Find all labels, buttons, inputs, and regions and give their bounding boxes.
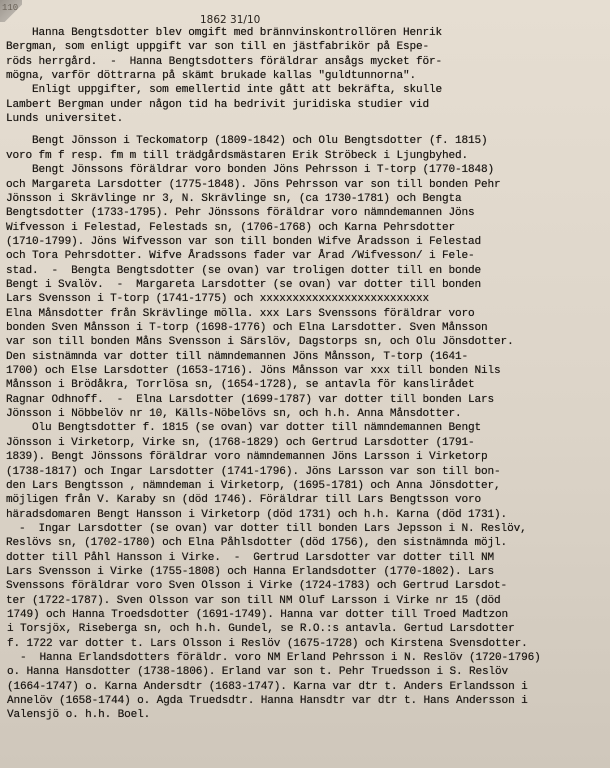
text-line: bonden Sven Månsson i T-torp (1698-1776) och Elna Larsdotter. Sven Månsson — [6, 322, 488, 334]
text-line: Hanna Bengtsdotter blev omgift med brännvinskontrollören Henrik — [6, 27, 442, 39]
text-line: Elna Månsdotter från Skrävlinge mölla. xxx Lars Svenssons föräldrar voro — [6, 307, 475, 320]
text-line: Jönsson i Virketorp, Virke sn, (1768-1829) och Gertrud Larsdotter (1791- — [6, 436, 475, 449]
text-line: voro fm f resp. fm m till trädgårdsmästaren Erik Ströbeck i Ljungbyhed. — [6, 149, 469, 162]
text-line: o. Hanna Hansdotter (1738-1806). Erland var son t. Pehr Truedsson i S. Reslöv — [7, 666, 509, 679]
page-corner-fold — [0, 0, 22, 22]
text-line: Ragnar Odhnoff. - Elna Larsdotter (1699-1787) var dotter till bonden Lars — [6, 393, 495, 406]
text-line: Lambert Bergman under någon tid ha bedrivit juridiska studier vid — [6, 98, 429, 111]
text-line: Valensjö o. h.h. Boel. — [7, 709, 151, 722]
handwritten-date: 1862 31/10 — [200, 14, 261, 26]
text-line: Reslövs sn, (1702-1780) och Elna Påhlsdotter (död 1756), den sistnämnda möjl. — [6, 537, 508, 550]
text-line: 1700) och Else Larsdotter (1653-1716). Jöns Månsson var xxx till bonden Nils — [6, 365, 501, 378]
text-line: 1839). Bengt Jönssons föräldrar voro nämndemannen Jöns Larsson i Virketorp — [6, 451, 488, 464]
text-line: - Ingar Larsdotter (se ovan) var dotter till bonden Lars Jepsson i N. Reslöv, — [6, 522, 527, 535]
text-line: Jönsson i Skrävlinge nr 3, N. Skrävlinge sn, (ca 1730-1781) och Bengta — [6, 192, 462, 205]
text-line: Annelöv (1658-1744) o. Agda Truedsdtr. Hanna Hansdtr var dtr t. Hans Andersson i — [7, 695, 528, 708]
text-line: och Tora Pehrsdotter. Wifve Åradssons fader var Årad /Wifvesson/ i Fele- — [6, 250, 475, 263]
text-line: Bergman, som enligt uppgift var son till en jästfabrikör på Espe- — [6, 41, 429, 54]
text-line: (1738-1817) och Ingar Larsdotter (1741-1796). Jöns Larsson var son till bon- — [6, 465, 501, 478]
text-line: Bengt Jönsson i Teckomatorp (1809-1842) och Olu Bengtsdotter (f. 1815) — [6, 135, 488, 148]
text-line: - Hanna Erlandsdotters föräldr. voro NM Erland Pehrsson i N. Reslöv (1720-1796) — [7, 652, 541, 665]
text-line: häradsdomaren Bengt Hansson i Virketorp (död 1731) och h.h. Karna (död 1731). — [6, 508, 508, 521]
text-line: Bengt Jönssons föräldrar voro bonden Jöns Pehrsson i T-torp (1770-1848) — [6, 164, 495, 177]
text-line: Månsson i Brödåkra, Torrlösa sn, (1654-1728), se antavla för kanslirådet — [6, 379, 475, 392]
text-line: Lunds universitet. — [6, 113, 124, 126]
text-line: möjligen från V. Karaby sn (död 1746). Föräldrar till Lars Bengtsson voro — [6, 494, 482, 507]
text-line: f. 1722 var dotter t. Lars Olsson i Reslöv (1675-1728) och Kirstena Svensdotter. — [7, 637, 528, 650]
text-line: röds herrgård. - Hanna Bengtsdotters föräldrar ansågs mycket för- — [6, 55, 442, 68]
text-line: Enligt uppgifter, som emellertid inte gått att bekräfta, skulle — [6, 84, 442, 97]
text-line: var son till bonden Måns Svensson i Särslöv, Dagstorps sn, och Olu Jönsdotter. — [6, 336, 514, 349]
text-line: Bengtsdotter (1733-1795). Pehr Jönssons föräldrar voro nämndemannen Jöns — [6, 207, 475, 220]
text-line: dotter till Påhl Hansson i Virke. - Gertrud Larsdotter var dotter till NM — [6, 551, 495, 564]
text-line: mögna, varför döttrarna på skämt brukade kallas "guldtunnorna". — [6, 70, 416, 83]
text-line: Olu Bengtsdotter f. 1815 (se ovan) var dotter till nämndemannen Bengt — [6, 422, 482, 435]
text-line: och Margareta Larsdotter (1775-1848). Jöns Pehrsson var son till bonden Pehr — [6, 178, 501, 191]
text-line: Bengt i Svalöv. - Margareta Larsdotter (se ovan) var dotter till bonden — [6, 278, 482, 291]
text-line: Wifvesson i Felestad, Felestads sn, (1706-1768) och Karna Pehrsdotter — [6, 221, 456, 234]
text-line: 1749) och Hanna Troedsdotter (1691-1749). Hanna var dotter till Troed Madtzon — [7, 609, 509, 621]
text-line: Lars Svensson i Virke (1755-1808) och Hanna Erlandsdotter (1770-1802). Lars — [6, 565, 495, 578]
text-line: den Lars Bengtsson , nämndeman i Virketorp, (1695-1781) och Anna Jönsdotter, — [6, 479, 501, 492]
text-line: Jönsson i Nöbbelöv nr 10, Källs-Nöbelövs sn, och h.h. Anna Månsdotter. — [6, 408, 462, 421]
text-line: i Torsjöx, Riseberga sn, och h.h. Gundel, se R.O.:s antavla. Gertud Larsdotter — [7, 623, 515, 636]
text-line: stad. - Bengta Bengtsdotter (se ovan) var troligen dotter till en bonde — [6, 264, 482, 277]
text-line: (1710-1799). Jöns Wifvesson var son till bonden Wifve Åradsson i Felestad — [6, 235, 482, 248]
text-line: ter (1722-1787). Sven Olsson var son till NM Oluf Larsson i Virke nr 15 (död — [6, 594, 501, 607]
text-line: (1664-1747) o. Karna Andersdtr (1683-1747). Karna var dtr t. Anders Erlandsson i — [7, 680, 528, 693]
text-line: Den sistnämnda var dotter till nämndemannen Jöns Månsson, T-torp (1641- — [6, 350, 469, 363]
text-line: Lars Svensson i T-torp (1741-1775) och xxxxxxxxxxxxxxxxxxxxxxxxxx — [6, 293, 429, 306]
corner-mark: 110 — [2, 3, 19, 13]
text-line: Svenssons föräldrar voro Sven Olsson i Virke (1724-1783) och Gertrud Larsdot- — [6, 580, 508, 593]
